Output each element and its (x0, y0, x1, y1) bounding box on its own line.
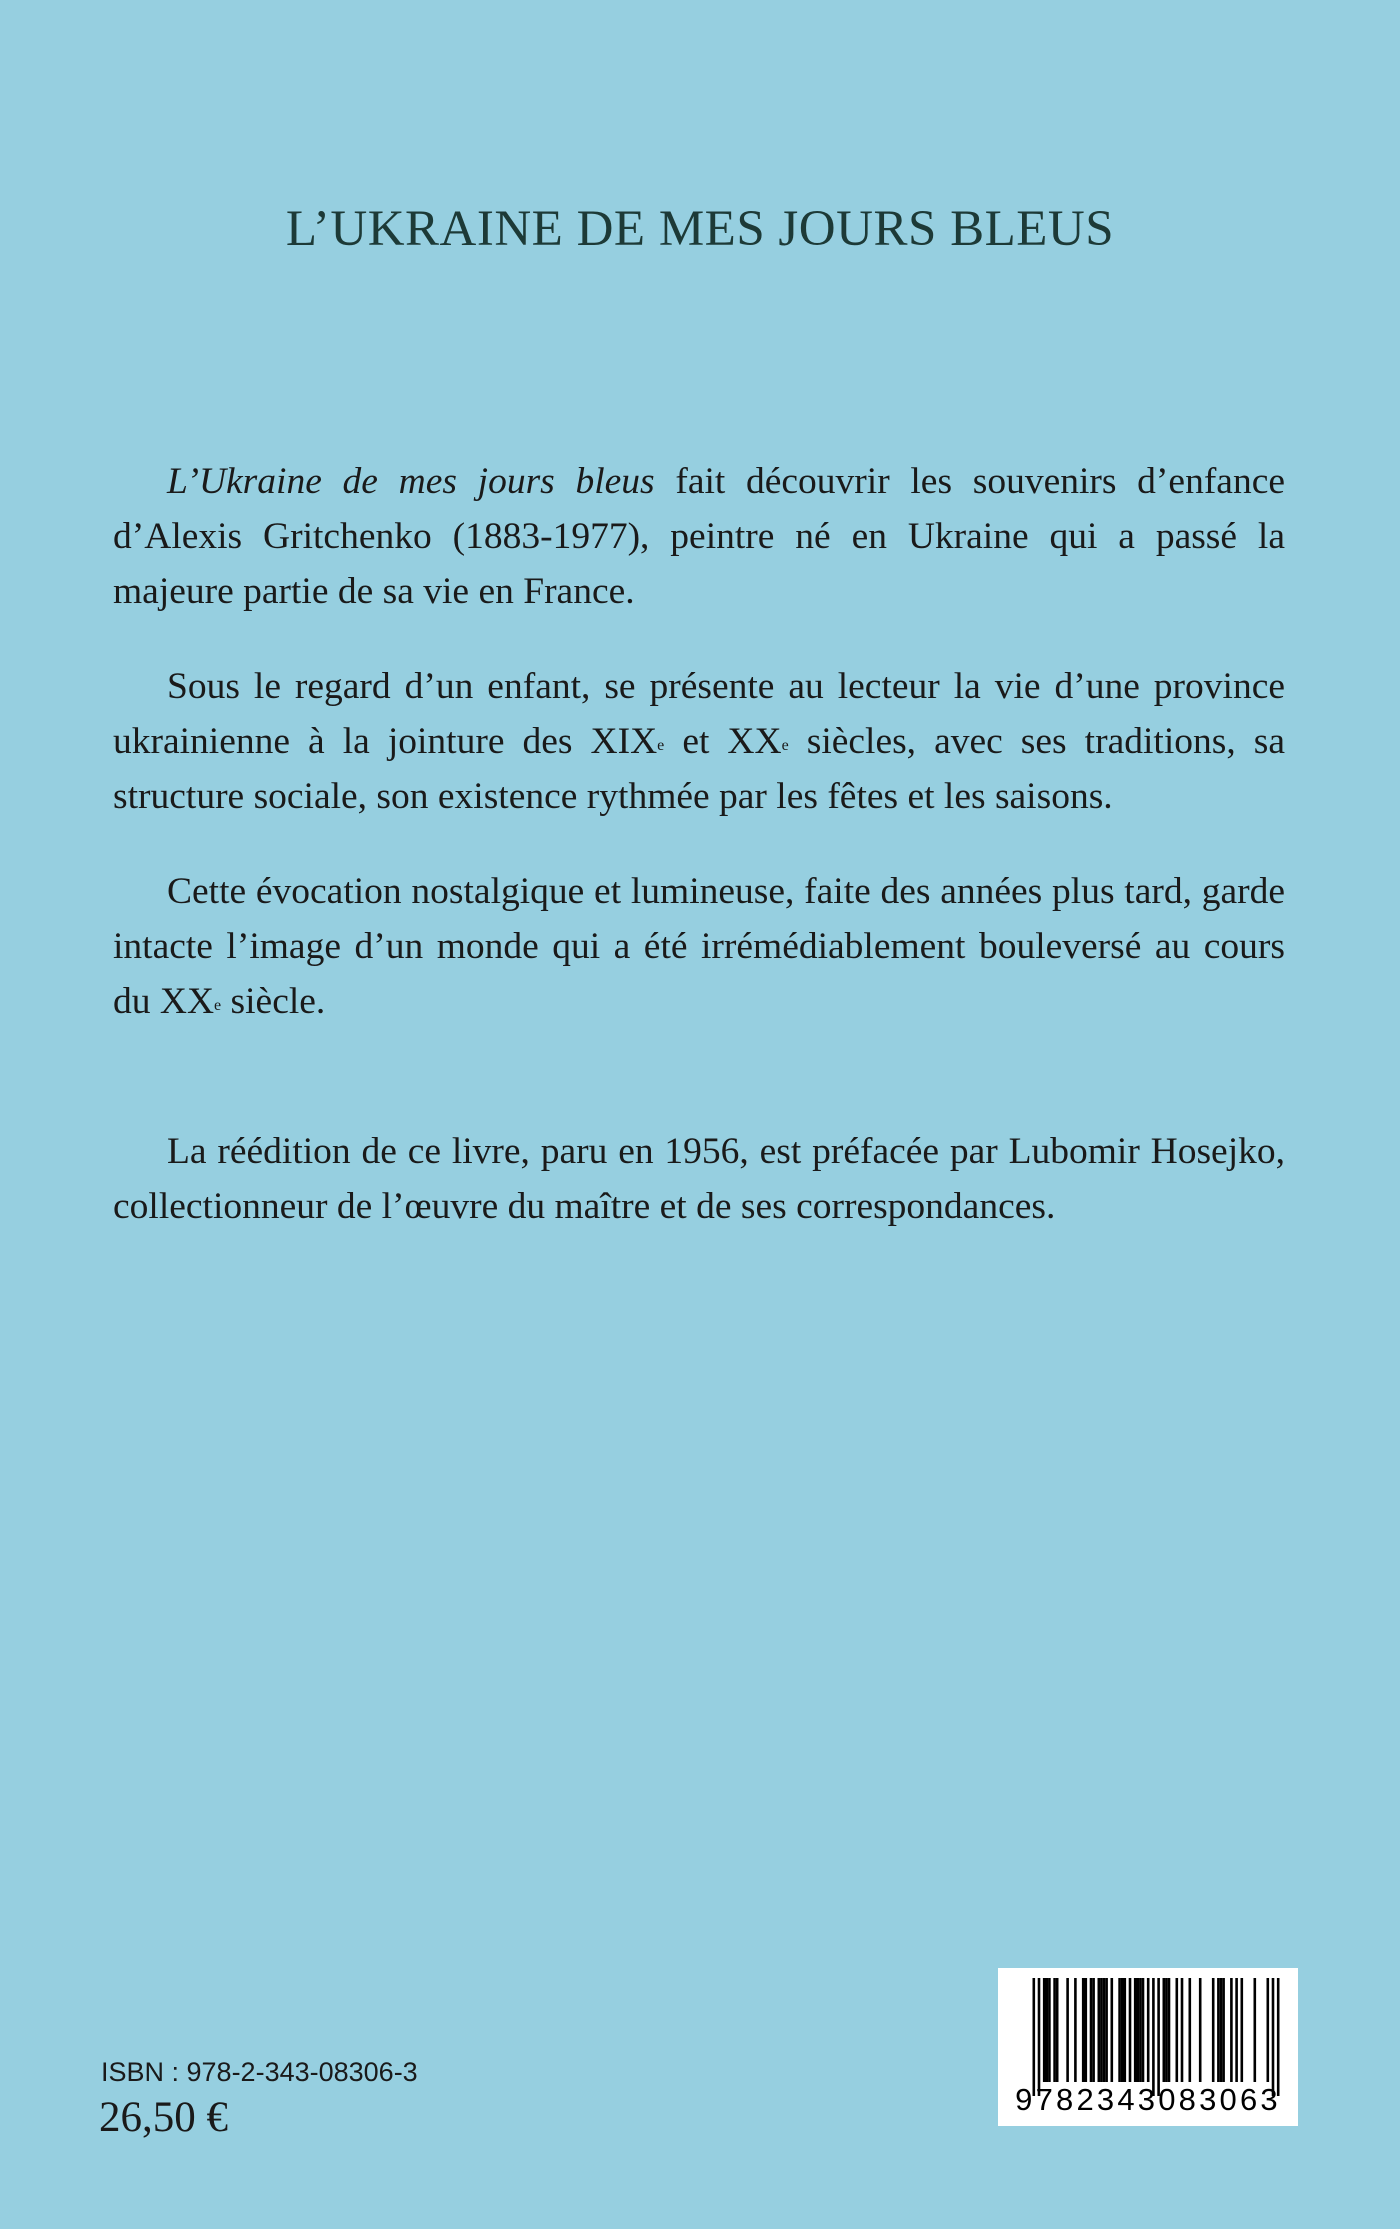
barcode-bar (1241, 1978, 1244, 2082)
superscript-e: e (214, 997, 222, 1014)
barcode-bar (1129, 1978, 1132, 2082)
barcode-bar (1235, 1978, 1238, 2082)
barcode-bar (1092, 1978, 1095, 2082)
barcode-bar (1168, 1978, 1171, 2082)
barcode-bar (1118, 1978, 1121, 2082)
blurb-paragraph-4-text: La réédition de ce livre, paru en 1956, est préfacée par Lubomir Hosejko, collectionneur de l’œuvre du maître et de ses correspondances. (113, 1131, 1285, 1227)
barcode-bar (1053, 1978, 1056, 2082)
barcode-bar (1181, 1978, 1184, 2082)
barcode-bar (1139, 1978, 1142, 2082)
blurb-paragraph-2-text-b: et XX (664, 721, 782, 762)
barcode-bar (1033, 1978, 1036, 2096)
book-title-italic: L’Ukraine de mes jours bleus (167, 461, 655, 502)
barcode-bar (1124, 1978, 1127, 2082)
blurb-paragraph-4 (113, 1124, 1285, 1234)
barcode-bar (1048, 1978, 1051, 2082)
barcode-bar (1176, 1978, 1179, 2082)
barcode-bar (1254, 1978, 1257, 2082)
barcode-bar (1046, 1978, 1049, 2082)
barcode-bar (1066, 1978, 1069, 2082)
barcode-bar (1217, 1978, 1220, 2082)
barcode-bar (1085, 1978, 1088, 2082)
barcode-bar (1038, 1978, 1041, 2096)
blurb-paragraph-3 (113, 864, 1285, 1029)
barcode-bar (1230, 1978, 1233, 2082)
barcode-bar (1137, 1978, 1140, 2082)
barcode-bar (1111, 1978, 1114, 2082)
blurb-paragraph-1-text: fait découvrir les souvenirs d’enfance d’Alexis Gritchenko (1883-1977), peintre né en Ukraine qui a passé la majeure partie de sa vie en France. (113, 461, 1285, 612)
barcode-bar (1142, 1978, 1145, 2082)
blurb-paragraph-3-text-b: siècle. (221, 981, 326, 1022)
barcode-bar (1056, 1978, 1059, 2082)
barcode-bar (1043, 1978, 1046, 2082)
price-label: 26,50 € (99, 2094, 228, 2141)
barcode-bar (1098, 1978, 1101, 2082)
blurb-paragraph-2-text-a: Sous le regard d’un enfant, se présente au lecteur la vie d’une province ukrainienne à la jointure des XIX (113, 666, 1285, 762)
barcode-bar (1100, 1978, 1103, 2082)
barcode-digits: 9782343083063 (1015, 2082, 1281, 2117)
barcode-bar (1074, 1978, 1077, 2082)
blurb-paragraph-3-text-a: Cette évocation nostalgique et lumineuse, faite des années plus tard, garde intacte l’image d’un monde qui a été irrémédiablement bouleversé au cours du XX (113, 871, 1285, 1022)
barcode-bar (1105, 1978, 1108, 2082)
barcode-bar (1220, 1978, 1223, 2082)
barcode-bar (1165, 1978, 1168, 2082)
barcode-bar (1090, 1978, 1093, 2082)
barcode-bar (1277, 1978, 1280, 2096)
barcode-bar (1222, 1978, 1225, 2082)
barcode-bar (1152, 1978, 1155, 2096)
barcode-bar (1121, 1978, 1124, 2082)
barcode-bar (1157, 1978, 1160, 2096)
isbn-label: ISBN : 978-2-343-08306-3 (101, 2057, 418, 2087)
superscript-e: e (781, 737, 789, 754)
barcode-bar (1082, 1978, 1085, 2082)
barcode-bar (1267, 1978, 1270, 2082)
book-title: L’UKRAINE DE MES JOURS BLEUS (285, 201, 1115, 257)
blurb-paragraph-1 (113, 454, 1285, 619)
barcode-bar (1103, 1978, 1106, 2082)
barcode-bar (1199, 1978, 1202, 2082)
barcode-bar (1134, 1978, 1137, 2082)
blurb-paragraph-2 (113, 659, 1285, 824)
superscript-e: e (657, 737, 665, 754)
barcode-bar (1189, 1978, 1192, 2082)
barcode-bar (1147, 1978, 1150, 2082)
barcode-bar (1163, 1978, 1166, 2082)
blurb-paragraph-2-text-c: siècles, avec ses traditions, sa structure sociale, son existence rythmée par les fêtes et les saisons. (113, 721, 1285, 817)
barcode-icon (998, 1968, 1298, 2126)
barcode-bar (1212, 1978, 1215, 2082)
barcode-bar (1272, 1978, 1275, 2096)
